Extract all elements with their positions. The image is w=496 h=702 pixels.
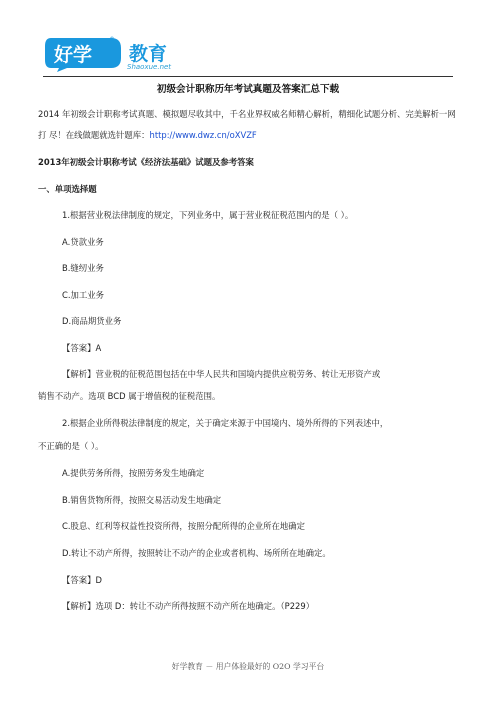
q2-option-a: A.提供劳务所得，按照劳务发生地确定 <box>62 468 205 478</box>
q2-stem-line2: 不正确的是（ ）。 <box>38 441 104 451</box>
logo-main-text: 好学 <box>54 44 93 66</box>
q1-option-a: A.贷款业务 <box>62 237 104 247</box>
intro-link[interactable]: http://www.dwz.cn/oXVZF <box>149 130 257 140</box>
brand-logo <box>45 36 195 76</box>
page-title: 初级会计职称历年考试真题及答案汇总下载 <box>156 84 340 95</box>
q1-option-c: C.加工业务 <box>62 290 105 300</box>
intro-text: 2014 年初级会计职称考试真题、模拟题尽收其中，千名业界权威名师精心解析，精细化试题分析、完美解析一网打 尽！在线做题就选针题库： <box>38 109 456 140</box>
q2-option-d: D.转让不动产所得，按照转让不动产的企业或者机构、场所所在地确定。 <box>62 548 331 558</box>
q1-option-d: D.商品期货业务 <box>62 316 122 326</box>
logo-url: Shaoxue.net <box>127 63 172 71</box>
q1-option-b: B.缝纫业务 <box>62 263 104 273</box>
q2-stem-line1: 2.根据企业所得税法律制度的规定，关于确定来源于中国境内、境外所得的下列表述中， <box>62 418 389 428</box>
header-divider <box>43 76 453 77</box>
page-footer: 好学教育 － 用户体验最好的 O2O 学习平台 <box>171 662 325 671</box>
intro-paragraph <box>38 104 458 146</box>
part-title: 一、单项选择题 <box>38 184 97 194</box>
logo-registered-mark: ® <box>109 36 115 43</box>
q2-answer: 【答案】D <box>62 575 102 585</box>
q2-analysis: 【解析】选项 D：转让不动产所得按照不动产所在地确定。（P229） <box>62 601 315 611</box>
q2-option-c: C.股息、红利等权益性投资所得，按照分配所得的企业所在地确定 <box>62 521 306 531</box>
q1-stem: 1.根据营业税法律制度的规定，下列业务中，属于营业税征税范围内的是（ ）。 <box>62 210 354 220</box>
q1-answer: 【答案】A <box>62 343 102 353</box>
q2-option-b: B.销售货物所得，按照交易活动发生地确定 <box>62 495 222 505</box>
q1-analysis-line1: 【解析】营业税的征税范围包括在中华人民共和国境内提供应税劳务、转让无形资产或 <box>62 369 381 379</box>
logo-side-text: 教育 <box>129 43 168 65</box>
section-title: 2013年初级会计职称考试《经济法基础》试题及参考答案 <box>38 157 254 167</box>
q1-analysis-line2: 销售不动产。选项 BCD 属于增值税的征税范围。 <box>38 391 221 401</box>
